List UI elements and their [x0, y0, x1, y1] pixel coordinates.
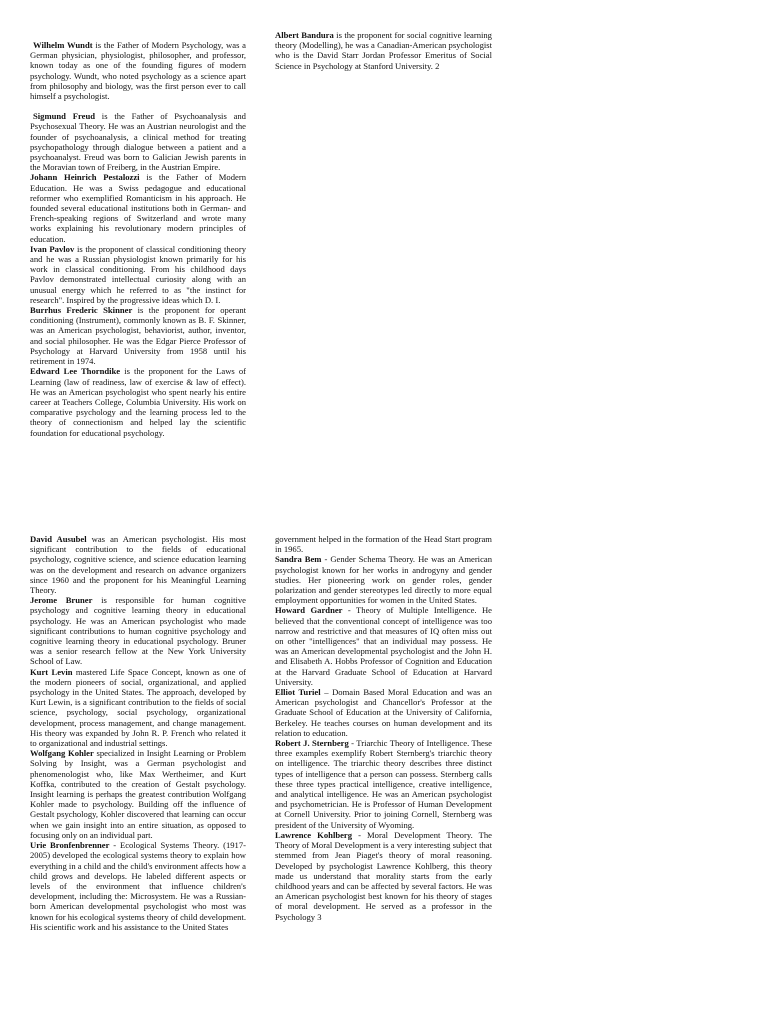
entry-name: David Ausubel	[30, 534, 87, 544]
entry-wundt	[30, 40, 246, 101]
entry-text: specialized in Insight Learning or Problem Solving by Insight, was a German psychologist and phenomenologist who, like Max Wertheimer, and Kurt Koffka, contributed to the creation of Gestalt psychology. Insight learning is perhaps the greatest contribution Wolfgang Kohler made to psychology. Building off the influence of Gestalt psychology, Kohler discovered that learning can occur when we gain insight into an entire situation, as opposed to focusing only on an individual part.	[30, 748, 246, 840]
entry-text: is the proponent of classical conditioning theory and he was a Russian physiologist known primarily for his work in classical conditioning. From his childhood days Pavlov demonstrated intellectual curiosity along with an unusual energy which he referred to as "the instinct for research". Inspired by the progressive ideas which D. I.	[30, 243, 246, 305]
entry-name: Howard Gardner	[275, 605, 343, 616]
entry-name: Robert J. Sternberg	[275, 738, 349, 749]
page2-column-right	[275, 534, 492, 922]
entry-text: is responsible for human cognitive psychology and cognitive learning theory in educational psychology. He was an American psychologist who made significant contributions to human cognitive psychology and cognitive learning theory in educational psychology. Bruner was a senior research fellow at the New York University School of Law.	[30, 595, 246, 667]
entry-text: government helped in the formation of the Head Start program in 1965.	[275, 534, 492, 555]
entry-ausubel	[30, 534, 246, 595]
entry-pavlov	[30, 244, 246, 305]
entry-freud	[30, 111, 246, 172]
entry-sternberg	[275, 738, 492, 830]
entry-name: Wolfgang Kohler	[30, 748, 94, 759]
page1-column-left	[30, 40, 246, 438]
entry-name: Johann Heinrich Pestalozzi	[30, 172, 140, 183]
page2-column-left	[30, 534, 246, 932]
entry-name: Sandra Bem	[275, 554, 322, 565]
entry-text: is the Father of Psychoanalysis and Psychosexual Theory. He was an Austrian neurologist and the founder of psychoanalysis, a clinical method for treating psychopathology through dialogue between a patient and a psychoanalyst. Freud was born to Galician Jewish parents in the Moravian town of Freiberg, in the Austrian Empire.	[30, 111, 246, 173]
entry-name: Wilhelm Wundt	[33, 40, 93, 50]
entry-text: is the proponent for operant conditioning (Instrument), commonly known as B. F. Skinner, was an American psychologist, behaviorist, author, inventor, and social philosopher. He was the Edgar Pierce Professor of Psychology at Harvard University from 1958 until his retirement in 1974.	[30, 305, 246, 367]
entry-name: Elliot Turiel	[275, 687, 321, 698]
entry-name: Sigmund Freud	[33, 111, 96, 122]
entry-name: Urie Bronfenbrenner	[30, 840, 110, 851]
entry-name: Edward Lee Thorndike	[30, 366, 121, 377]
entry-name: Lawrence Kohlberg	[275, 829, 353, 840]
entry-continuation	[275, 534, 492, 554]
entry-text: was an American psychologist. His most significant contribution to the fields of educational psychology, cognitive science, and science education learning was on the development and research on advance organizers since 1960 and the proponent for his Meaningful Learning Theory.	[30, 534, 246, 596]
entry-lewin	[30, 667, 246, 749]
entry-name: Albert Bandura	[275, 30, 334, 40]
entry-kohler	[30, 748, 246, 840]
entry-name: Kurt Levin	[30, 666, 73, 677]
entry-text: - Moral Development Theory. The Theory of Moral Development is a very interesting subject that stemmed from Jean Piaget's theory of moral reasoning. Developed by psychologist Lawrence Kohlberg, this theory made us understand that morality starts from the early childhood years and can be affected by several factors. He was an American psychologist best known for his theory of stages of moral development. He served as a professor in the Psychology 3	[275, 829, 493, 922]
entry-skinner	[30, 305, 246, 366]
entry-text: - Ecological Systems Theory. (1917-2005) developed the ecological systems theory to explain how everything in a child and the child's environment affects how a child grows and develops. He labeled different aspects or levels of the environment that influence children's development, including the: Microsystem. He was a Russian-born American developmental psychologist who most was known for his ecological systems theory of child development. His scientific work and his assistance to the United States	[30, 840, 246, 932]
entry-text: is the proponent for social cognitive learning theory (Modelling), he was a Canadian-American psychologist who is the David Starr Jordan Professor Emeritus of Social Science in Psychology at Stanford University. 2	[275, 30, 492, 71]
entry-pestalozzi	[30, 172, 246, 243]
entry-text: – Domain Based Moral Education and was an American psychologist and Chancellor's Professor at the Graduate School of Education at the University of California, Berkeley. He teaches courses on human development and its relation to education.	[275, 687, 492, 738]
page1-column-right	[275, 30, 492, 71]
entry-text: is the proponent for the Laws of Learning (law of readiness, law of exercise & law of effect). He was an American psychologist who spent nearly his entire career at Teachers College, Columbia University. His work on comparative psychology and the learning process led to the theory of connectionism and helped lay the scientific foundation for educational psychology.	[30, 366, 246, 438]
entry-name: Jerome Bruner	[30, 595, 93, 606]
entry-bandura	[275, 30, 492, 71]
entry-gardner	[275, 605, 492, 687]
entry-text: is the Father of Modern Education. He was a Swiss pedagogue and educational reformer who exemplified Romanticism in his approach. He founded several educational institutions both in German- and French-speaking regions of Switzerland and wrote many works explaining his revolutionary modern principles of education.	[30, 172, 246, 244]
entry-text: - Triarchic Theory of Intelligence. These three examples exemplify Robert Sternberg's triarchic theory on intelligence. The triarchic theory describes three distinct types of intelligence that a person can possess. Sternberg calls these three types practical intelligence, creative intelligence, and analytical intelligence. He was an American psychologist and psychometrician. He is Professor of Human Development at Cornell University. Prior to joining Cornell, Sternberg was president of the University of Wyoming.	[275, 738, 492, 830]
entry-text: - Theory of Multiple Intelligence. He believed that the conventional concept of intelligence was too narrow and restrictive and that measures of IQ often miss out on other "intelligences" that an individual may possess. He was an American developmental psychologist and the John H. and Elisabeth A. Hobbs Professor of Cognition and Education at the Harvard Graduate School of Education at Harvard University.	[275, 605, 492, 687]
entry-turiel	[275, 687, 492, 738]
entry-bronfenbrenner	[30, 840, 246, 932]
entry-text: is the Father of Modern Psychology, was a German physician, physiologist, philosopher, and professor, known today as one of the founding figures of modern psychology. Wundt, who noted psychology as a science apart from philosophy and biology, was the first person ever to call himself a psychologist.	[30, 40, 246, 102]
entry-name: Ivan Pavlov	[30, 243, 75, 254]
entry-thorndike	[30, 366, 246, 437]
entry-bruner	[30, 595, 246, 666]
entry-kohlberg	[275, 830, 492, 922]
entry-bem	[275, 554, 492, 605]
entry-name: Burrhus Frederic Skinner	[30, 305, 133, 316]
entry-text: mastered Life Space Concept, known as one of the modern pioneers of social, organizational, and applied psychology in the United States. The approach, developed by Kurt Lewin, is a significant contribution to the fields of social science, psychology, social psychology, organizational development, process management, and change management. His theory was expanded by John R. P. French who related it to organizational and industrial settings.	[30, 666, 246, 749]
entry-text: - Gender Schema Theory. He was an American psychologist known for her works in androgyny and gender studies. Her pioneering work on gender roles, gender polarization and gender stereotypes led directly to more equal employment opportunities for women in the United States.	[275, 554, 492, 606]
